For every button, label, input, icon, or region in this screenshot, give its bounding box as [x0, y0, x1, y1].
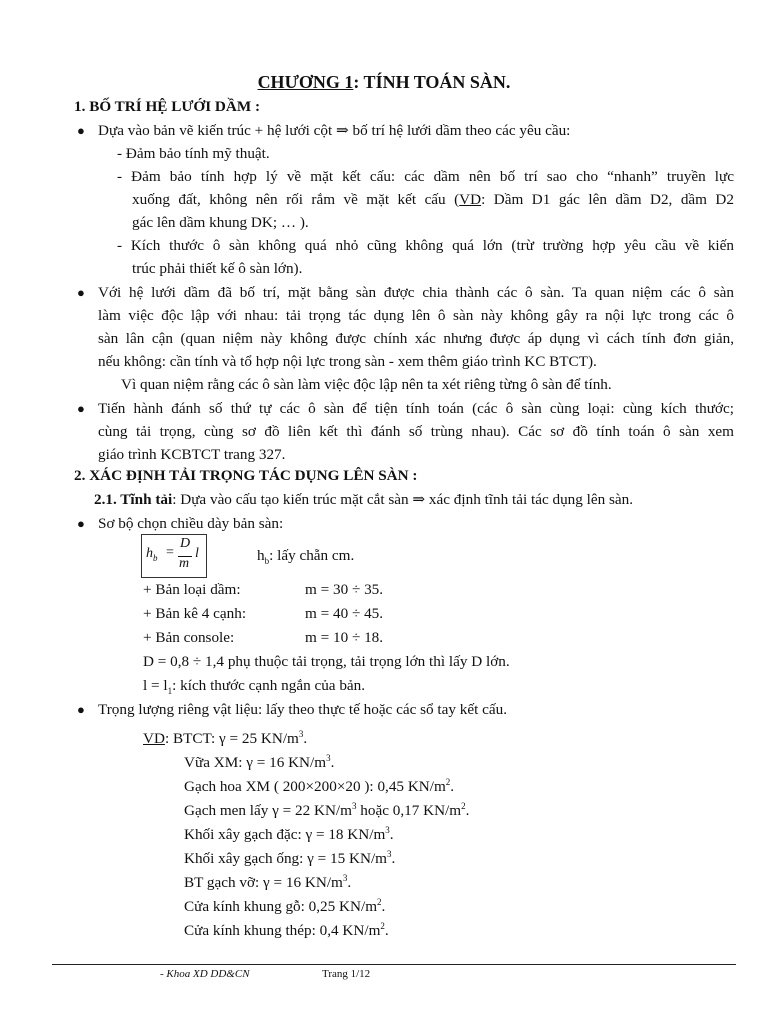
section-2-heading: 2. XÁC ĐỊNH TẢI TRỌNG TÁC DỤNG LÊN SÀN : — [74, 467, 418, 484]
dash-item: - Đảm bảo tính mỹ thuật. — [117, 145, 270, 162]
material-line: VD: BTCT: γ = 25 $KN/m^3$. — [143, 729, 308, 748]
paragraph-line: D = 0,8 ÷ 1,4 phụ thuộc tải trọng, tải trọng lớn thì lấy D lớn. — [143, 653, 510, 670]
dash-item-cont: xuống đất, không nên rối rắm về mặt kết cấu (VD: Dầm D1 gác lên dầm D2, dầm D2 — [132, 191, 734, 208]
bullet-icon: ● — [77, 702, 85, 717]
bullet-icon: ● — [77, 123, 85, 138]
paragraph-line: làm việc độc lập với nhau: tải trọng tác dụng lên ô sàn này không gây ra nội lực trong các ô — [98, 307, 734, 324]
bullet-icon: ● — [77, 401, 85, 416]
dash-item-cont: gác lên dầm khung DK; … ). — [132, 214, 309, 231]
footer-divider — [52, 964, 736, 965]
hb-note: $h_b$: lấy chẵn cm. — [257, 547, 355, 567]
material-line: Gạch men lấy γ = 22 $KN/m^3$ hoặc 0,17 $KN/m^2$. — [184, 801, 470, 820]
paragraph-line: cùng tải trọng, cùng sơ đồ liên kết thì đánh số trùng nhau). Các sơ đồ tính toán ô sàn xem — [98, 423, 734, 440]
paragraph-line: nếu không: cần tính và tổ hợp nội lực trong sàn - xem thêm giáo trình KC BTCT). — [98, 353, 597, 370]
material-line: Cửa kính khung gỗ: 0,25 $KN/m^2$. — [184, 897, 386, 916]
m-row-value: m = 10 ÷ 18. — [305, 629, 384, 646]
m-row-label: + Bản loại dầm: — [143, 581, 241, 598]
m-row-label: + Bản kê 4 cạnh: — [143, 605, 247, 622]
formula-lhs: $h_b$ — [146, 546, 158, 563]
bullet-icon: ● — [77, 285, 85, 300]
m-row-value: m = 40 ÷ 45. — [305, 605, 384, 622]
bullet-icon: ● — [77, 516, 85, 531]
subsection-label: 2.1. Tĩnh tải — [94, 491, 173, 508]
formula-denominator: m — [179, 556, 190, 571]
material-line: Khối xây gạch đặc: γ = 18 $KN/m^3$. — [184, 825, 394, 844]
paragraph-line: giáo trình KCBTCT trang 327. — [98, 446, 286, 463]
formula-l: l — [195, 546, 199, 561]
dash-item: - Đảm bảo tính hợp lý về mặt kết cấu: các dầm nên bố trí sao cho “nhanh” truyền lực — [117, 168, 734, 185]
paragraph-line: Vì quan niệm rằng các ô sàn làm việc độc lập nên ta xét riêng từng ô sàn để tính. — [121, 376, 612, 393]
chapter-number: CHƯƠNG 1 — [257, 72, 354, 92]
chapter-title: : TÍNH TOÁN SÀN. — [353, 72, 511, 92]
paragraph-line: Tiến hành đánh số thứ tự các ô sàn để tiện tính toán (các ô sàn cùng loại: cùng kích thước; — [98, 400, 734, 417]
subsection-line: 2.1. Tĩnh tải: Dựa vào cấu tạo kiến trúc mặt cắt sàn ⇒ xác định tĩnh tải tác dụng lên sàn. — [94, 491, 634, 508]
footer-department: - Khoa XD DD&CN — [160, 968, 250, 980]
paragraph-line: Với hệ lưới dầm đã bố trí, mặt bằng sàn được chia thành các ô sàn. Ta quan niệm các ô sàn — [98, 284, 734, 301]
formula-eq: = — [166, 545, 174, 560]
paragraph-line: Trọng lượng riêng vật liệu: lấy theo thực tế hoặc các sổ tay kết cấu. — [98, 701, 507, 718]
thickness-formula — [141, 534, 207, 578]
dash-item: - Kích thước ô sàn không quá nhỏ cũng không quá lớn (trừ trường hợp yêu cầu về kiến — [117, 237, 734, 254]
paragraph-line: $l = l_1$: kích thước cạnh ngắn của bản. — [143, 677, 366, 697]
paragraph-line: sàn lân cận (quan niệm này không được chính xác nhưng được áp dụng vì cách tính đơn giản, — [98, 330, 734, 347]
m-row-value: m = 30 ÷ 35. — [305, 581, 384, 598]
material-line: Vữa XM: γ = 16 $KN/m^3$. — [184, 753, 335, 772]
formula-numerator: D — [180, 536, 191, 551]
m-row-label: + Bản console: — [143, 629, 235, 646]
paragraph-line: Sơ bộ chọn chiều dày bản sàn: — [98, 515, 284, 532]
material-line: BT gạch vỡ: γ = 16 $KN/m^3$. — [184, 873, 352, 892]
dash-item-cont: trúc phải thiết kế ô sàn lớn). — [132, 260, 303, 277]
section-1-heading: 1. BỐ TRÍ HỆ LƯỚI DẦM : — [74, 98, 261, 115]
material-line: Cửa kính khung thép: 0,4 $KN/m^2$. — [184, 921, 389, 940]
paragraph-line: Dựa vào bản vẽ kiến trúc + hệ lưới cột ⇒ bố trí hệ lưới dầm theo các yêu cầu: — [98, 122, 571, 139]
page-number: Trang 1/12 — [322, 968, 371, 980]
material-line: Gạch hoa XM ( 200×200×20 ): 0,45 $KN/m^2$. — [184, 777, 455, 796]
page-title — [0, 72, 768, 92]
material-line: Khối xây gạch ống: γ = 15 $KN/m^3$. — [184, 849, 396, 868]
